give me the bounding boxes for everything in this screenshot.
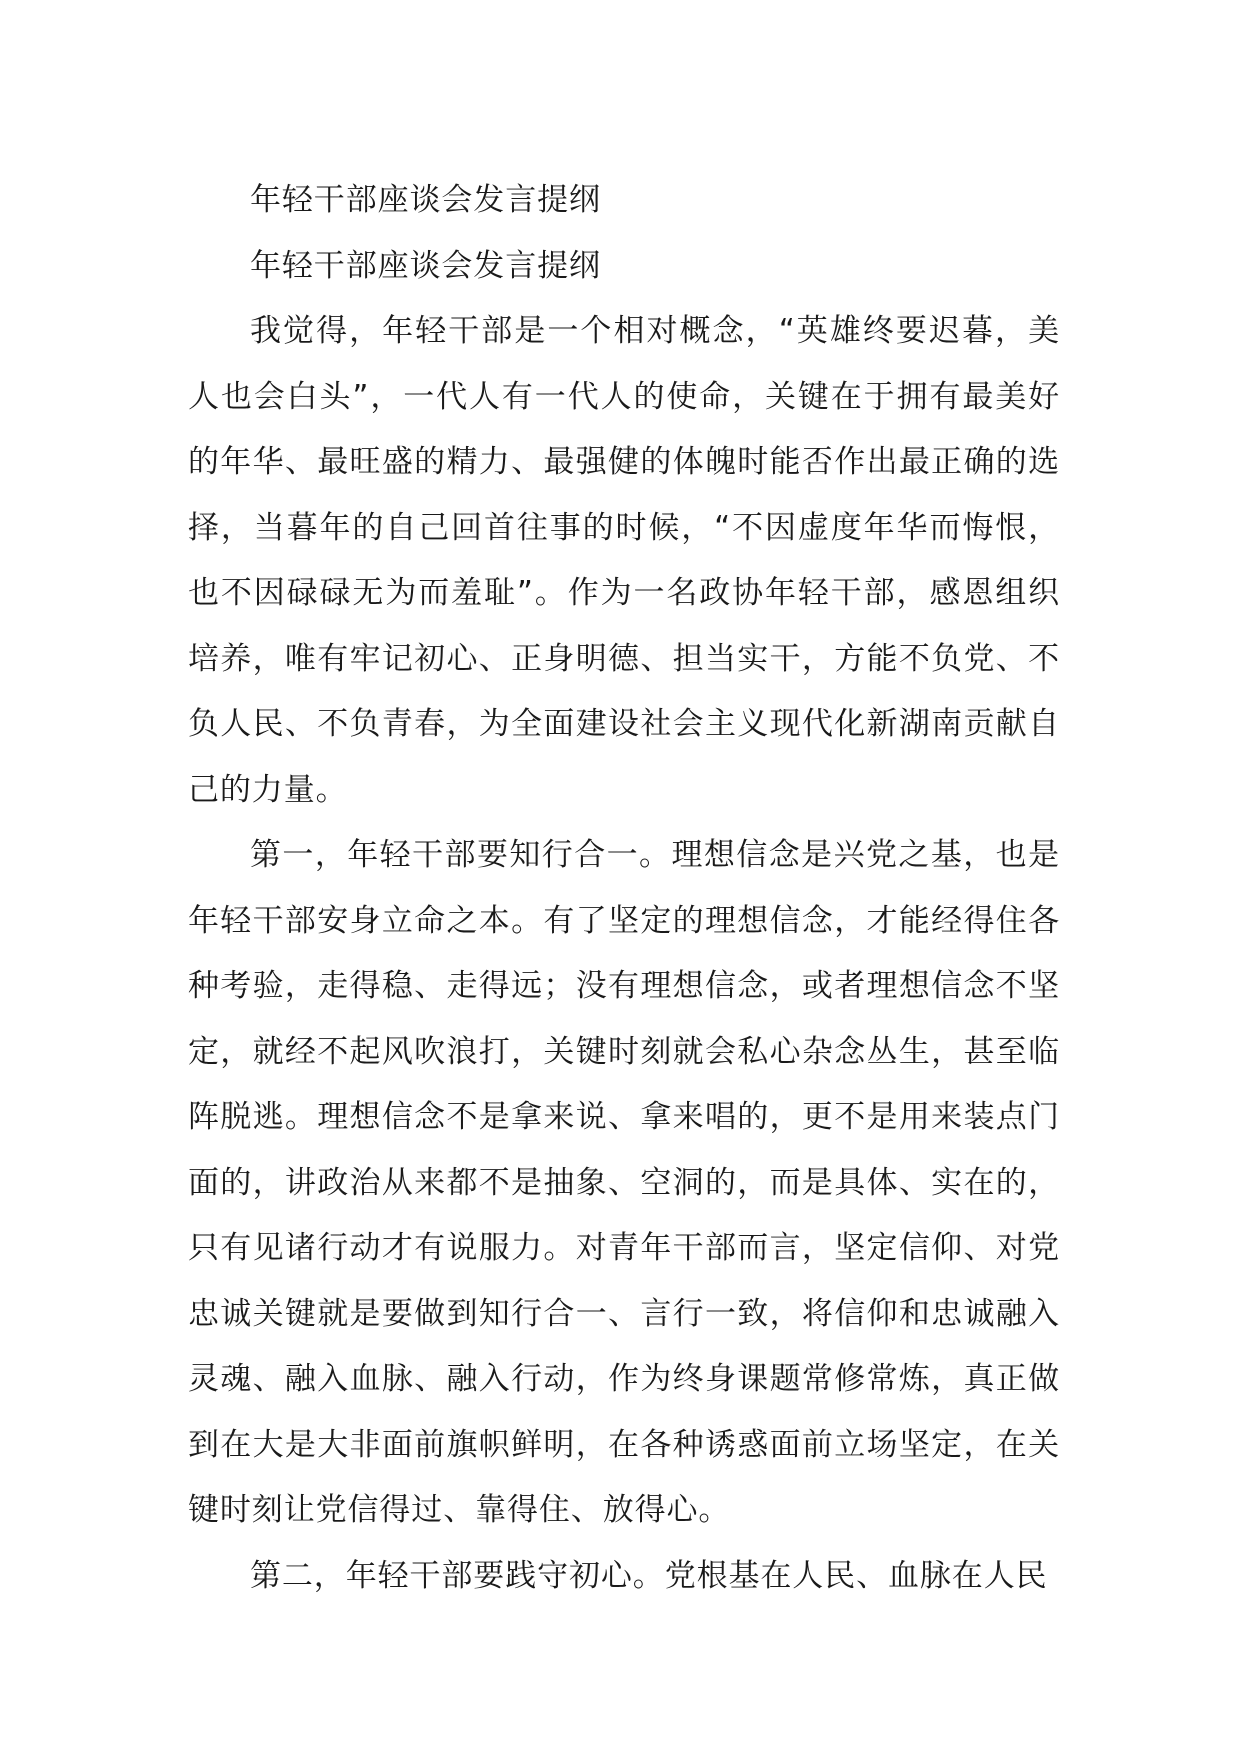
document-body (188, 168, 1060, 1609)
paragraph-intro: 我觉得，年轻干部是一个相对概念，“英雄终要迟暮，美人也会白头”，一代人有一代人的使命，关键在于拥有最美好的年华、最旺盛的精力、最强健的体魄时能否作出最正确的选择，当暮年的自己回首往事的时候，“不因虚度年华而悔恨，也不因碌碌无为而羞耻”。作为一名政协年轻干部，感恩组织培养，唯有牢记初心、正身明德、担当实干，方能不负党、不负人民、不负青春，为全面建设社会主义现代化新湖南贡献自己的力量。 (188, 313, 1060, 808)
document-title: 年轻干部座谈会发言提纲 (250, 182, 601, 218)
paragraph-first-point: 第一，年轻干部要知行合一。理想信念是兴党之基，也是年轻干部安身立命之本。有了坚定的理想信念，才能经得住各种考验，走得稳、走得远；没有理想信念，或者理想信念不坚定，就经不起风吹浪打，关键时刻就会私心杂念丛生，甚至临阵脱逃。理想信念不是拿来说、拿来唱的，更不是用来装点门面的，讲政治从来都不是抽象、空洞的，而是具体、实在的，只有见诸行动才有说服力。对青年干部而言，坚定信仰、对党忠诚关键就是要做到知行合一、言行一致，将信仰和忠诚融入灵魂、融入血脉、融入行动，作为终身课题常修常炼，真正做到在大是大非面前旗帜鲜明，在各种诱惑面前立场坚定，在关键时刻让党信得过、靠得住、放得心。 (188, 837, 1060, 1528)
document-subtitle: 年轻干部座谈会发言提纲 (250, 247, 601, 284)
paragraph-second-point: 第二，年轻干部要践守初心。党根基在人民、血脉在人民 (250, 1557, 1048, 1594)
